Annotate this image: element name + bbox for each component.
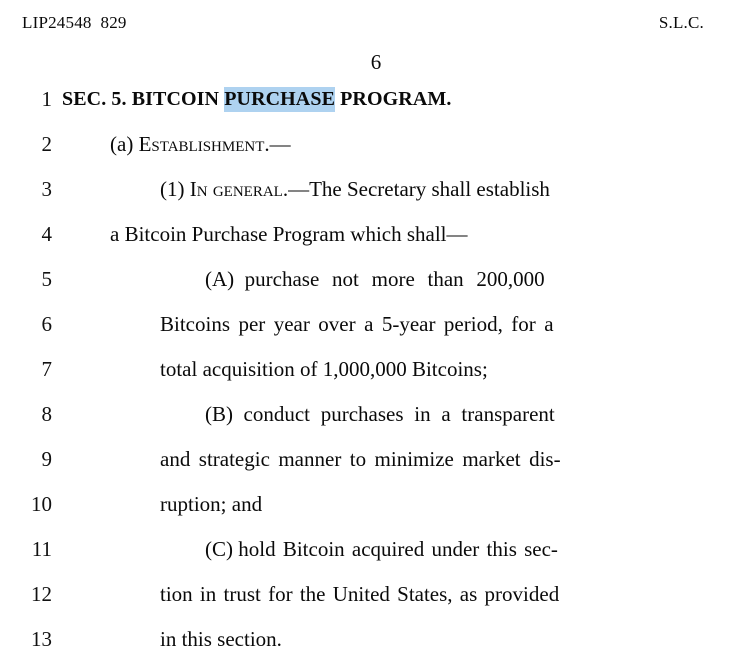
subparagraph-c-text: hold Bitcoin acquired under this sec- — [238, 537, 558, 561]
subsection-title-smallcaps: Establishment — [138, 132, 265, 156]
line-number: 10 — [31, 492, 52, 516]
line-number: 8 — [41, 402, 52, 426]
paragraph-1-continuation: a Bitcoin Purchase Program which shall— — [110, 222, 468, 246]
subsection-label: (a) — [110, 132, 139, 156]
line-number: 1 — [41, 87, 52, 111]
paragraph-title-general: general — [212, 177, 283, 201]
line-number: 13 — [31, 627, 52, 651]
running-header — [0, 13, 752, 35]
text-line — [0, 534, 752, 579]
paragraph-body-start: .—The Secretary shall establish — [282, 177, 550, 201]
subparagraph-a-line — [205, 264, 752, 294]
text-line — [0, 174, 752, 219]
subparagraph-b-final: ruption; and — [160, 492, 263, 516]
text-line — [0, 309, 752, 354]
text-line — [0, 84, 752, 129]
subsection-dash: .— — [264, 132, 291, 156]
line-number: 12 — [31, 582, 52, 606]
subparagraph-b-text: conduct purchases in a transparent — [243, 402, 555, 426]
line-number: 11 — [31, 537, 52, 561]
document-body — [0, 84, 752, 669]
subparagraph-a-text: purchase not more than 200,000 — [244, 267, 545, 291]
subparagraph-c-line — [205, 534, 752, 564]
line-number: 2 — [41, 132, 52, 156]
text-line — [0, 489, 752, 534]
text-line — [0, 354, 752, 399]
subparagraph-label: (C) — [205, 537, 233, 561]
subparagraph-a-continuation: Bitcoins per year over a 5-year period, for a — [160, 312, 554, 336]
line-number: 4 — [41, 222, 52, 246]
subparagraph-label: (B) — [205, 402, 233, 426]
line-number: 3 — [41, 177, 52, 201]
subparagraph-a-final: total acquisition of 1,000,000 Bitcoins; — [160, 357, 488, 381]
subsection-a-heading — [110, 129, 700, 159]
line-number: 7 — [41, 357, 52, 381]
header-document-id: LIP24548 829 — [22, 13, 127, 32]
line-number: 9 — [41, 447, 52, 471]
paragraph-title-in: In — [189, 177, 208, 201]
subparagraph-b-continuation: and strategic manner to minimize market dis- — [160, 447, 561, 471]
heading-prefix: SEC. 5. BITCOIN — [62, 88, 225, 110]
section-heading — [62, 84, 652, 114]
paragraph-1-heading — [160, 174, 750, 204]
page-number: 6 — [370, 50, 382, 74]
header-slc-mark: S.L.C. — [658, 13, 704, 32]
text-line — [0, 399, 752, 444]
line-number: 6 — [41, 312, 52, 336]
subparagraph-b-line — [205, 399, 752, 429]
text-line — [0, 579, 752, 624]
subparagraph-c-final: in this section. — [160, 627, 282, 651]
text-line — [0, 624, 752, 669]
line-number: 5 — [41, 267, 52, 291]
paragraph-label: (1) — [160, 177, 190, 201]
text-line — [0, 129, 752, 174]
subparagraph-label: (A) — [205, 267, 235, 291]
heading-highlighted-term[interactable]: PURCHASE — [224, 88, 336, 110]
text-line — [0, 264, 752, 309]
subparagraph-c-continuation: tion in trust for the United States, as provided — [160, 582, 560, 606]
text-line — [0, 444, 752, 489]
heading-suffix: PROGRAM. — [335, 88, 452, 110]
text-line — [0, 219, 752, 264]
